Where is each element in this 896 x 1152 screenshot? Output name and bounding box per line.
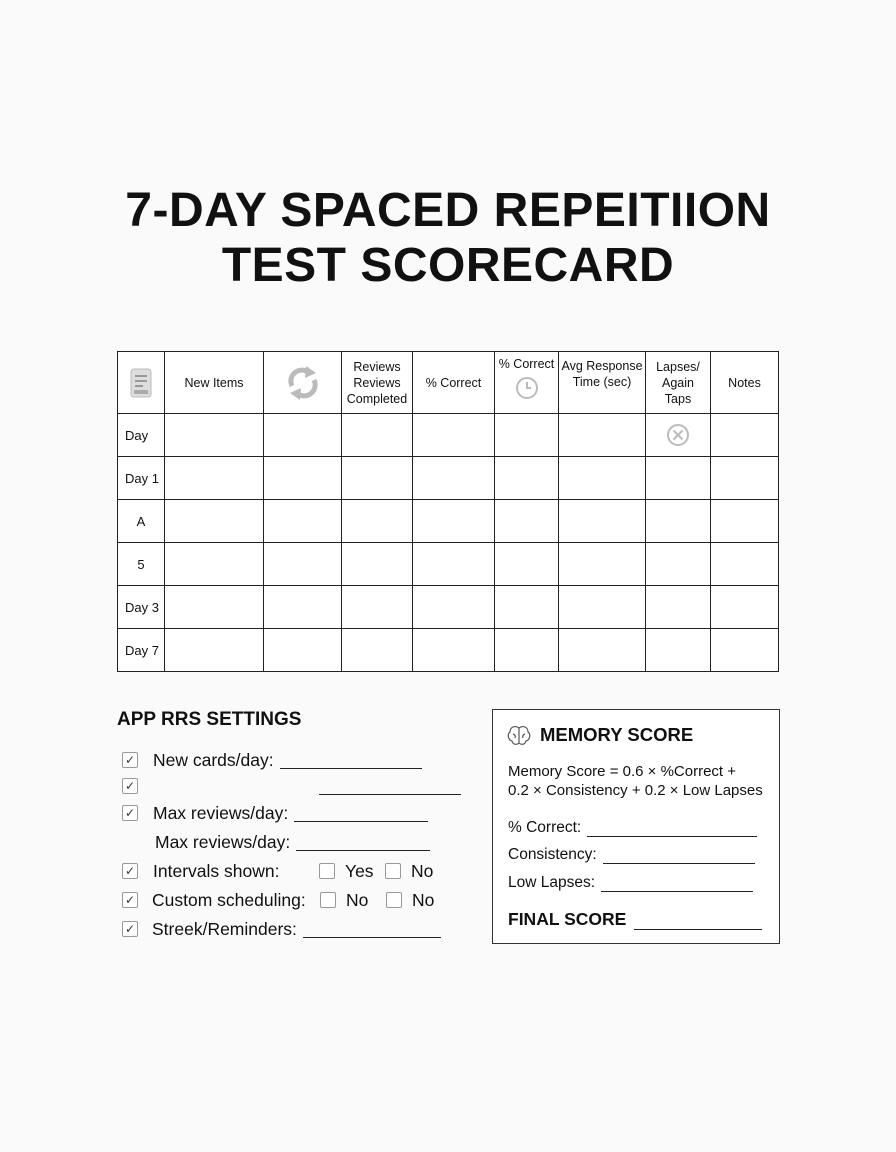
table-cell[interactable] bbox=[646, 629, 711, 672]
table-cell[interactable] bbox=[495, 586, 559, 629]
header-percent-correct-label: % Correct bbox=[498, 357, 555, 371]
table-cell[interactable] bbox=[165, 586, 264, 629]
final-score-label: FINAL SCORE bbox=[508, 909, 627, 929]
table-cell[interactable] bbox=[165, 457, 264, 500]
blank-line[interactable] bbox=[303, 921, 441, 938]
table-cell[interactable] bbox=[711, 586, 779, 629]
table-cell[interactable] bbox=[495, 500, 559, 543]
header-notes: Notes bbox=[711, 352, 779, 414]
table-cell[interactable] bbox=[495, 414, 559, 457]
setting-intervals-shown bbox=[122, 859, 433, 883]
table-cell[interactable] bbox=[165, 414, 264, 457]
field-low-lapses bbox=[508, 874, 753, 892]
checkbox-checked[interactable]: ✓ bbox=[122, 892, 138, 908]
table-cell[interactable] bbox=[413, 629, 495, 672]
field-consistency bbox=[508, 846, 755, 864]
blank-line[interactable] bbox=[603, 847, 755, 864]
table-row bbox=[118, 629, 779, 672]
table-row bbox=[118, 586, 779, 629]
table-cell[interactable] bbox=[559, 500, 646, 543]
table-cell[interactable] bbox=[342, 414, 413, 457]
header-percent-correct-timed bbox=[495, 352, 559, 414]
table-cell[interactable] bbox=[495, 457, 559, 500]
final-score bbox=[508, 909, 762, 930]
header-refresh-cell bbox=[264, 352, 342, 414]
table-cell[interactable] bbox=[711, 500, 779, 543]
table-cell[interactable] bbox=[646, 500, 711, 543]
table-cell[interactable] bbox=[711, 457, 779, 500]
table-row bbox=[118, 414, 779, 457]
row-label: Day 7 bbox=[118, 629, 165, 672]
header-new-items: New Items bbox=[165, 352, 264, 414]
checkbox-checked[interactable]: ✓ bbox=[122, 863, 138, 879]
table-cell[interactable] bbox=[711, 543, 779, 586]
field-label: Consistency: bbox=[508, 846, 597, 863]
blank-line[interactable] bbox=[587, 820, 757, 837]
header-lapses: Lapses/ Again Taps bbox=[646, 352, 711, 414]
setting-blank bbox=[122, 774, 461, 798]
table-cell[interactable] bbox=[646, 586, 711, 629]
table-cell[interactable] bbox=[559, 414, 646, 457]
settings-heading: APP RRS SETTINGS bbox=[117, 709, 302, 730]
table-cell[interactable] bbox=[495, 629, 559, 672]
option-label: No bbox=[411, 860, 434, 881]
option-label: Yes bbox=[345, 860, 374, 881]
field-label: % Correct: bbox=[508, 819, 582, 836]
table-cell[interactable] bbox=[413, 543, 495, 586]
header-icon-cell bbox=[118, 352, 165, 414]
checkbox-checked[interactable]: ✓ bbox=[122, 921, 138, 937]
page-title-line1: 7-DAY SPACED REPEITIION bbox=[125, 184, 771, 237]
scorecard-table bbox=[117, 351, 779, 672]
memory-score-heading: MEMORY SCORE bbox=[540, 724, 694, 745]
header-percent-correct: % Correct bbox=[413, 352, 495, 414]
checkbox-checked[interactable]: ✓ bbox=[122, 778, 138, 794]
table-cell[interactable] bbox=[559, 457, 646, 500]
setting-max-reviews bbox=[122, 801, 428, 825]
table-cell[interactable] bbox=[559, 586, 646, 629]
formula-line2: 0.2 × Consistency + 0.2 × Low Lapses bbox=[508, 782, 763, 799]
cancel-circle-icon bbox=[666, 423, 690, 447]
table-cell[interactable] bbox=[342, 457, 413, 500]
table-row bbox=[118, 500, 779, 543]
setting-new-cards bbox=[122, 748, 422, 772]
checkbox-checked[interactable]: ✓ bbox=[122, 805, 138, 821]
table-cell[interactable] bbox=[711, 629, 779, 672]
checkbox-no[interactable] bbox=[385, 863, 401, 879]
setting-streak-reminders bbox=[122, 917, 441, 941]
brain-icon bbox=[507, 725, 531, 747]
table-cell[interactable] bbox=[264, 414, 342, 457]
table-cell[interactable] bbox=[646, 414, 711, 457]
table-cell[interactable] bbox=[711, 414, 779, 457]
setting-label: New cards/day: bbox=[153, 749, 274, 770]
setting-label: Custom scheduling: bbox=[152, 889, 306, 910]
row-label: Day 3 bbox=[118, 586, 165, 629]
table-cell[interactable] bbox=[165, 543, 264, 586]
table-cell[interactable] bbox=[646, 457, 711, 500]
table-cell[interactable] bbox=[264, 543, 342, 586]
field-correct bbox=[508, 819, 757, 837]
table-cell[interactable] bbox=[559, 543, 646, 586]
table-cell[interactable] bbox=[342, 500, 413, 543]
blank-line[interactable] bbox=[601, 875, 753, 892]
table-cell[interactable] bbox=[264, 629, 342, 672]
table-cell[interactable] bbox=[165, 629, 264, 672]
setting-custom-scheduling bbox=[122, 888, 434, 912]
setting-max-reviews-2 bbox=[155, 830, 430, 854]
header-reviews-completed: Reviews Reviews Completed bbox=[342, 352, 413, 414]
refresh-icon bbox=[286, 364, 320, 402]
table-cell[interactable] bbox=[264, 586, 342, 629]
formula-line1: Memory Score = 0.6 × %Correct + bbox=[508, 763, 737, 780]
blank-line[interactable] bbox=[319, 778, 461, 795]
table-cell[interactable] bbox=[413, 586, 495, 629]
table-cell[interactable] bbox=[413, 414, 495, 457]
blank-line[interactable] bbox=[634, 913, 762, 930]
row-label: 5 bbox=[118, 543, 165, 586]
memory-score-box bbox=[492, 709, 780, 944]
clock-icon bbox=[515, 376, 539, 400]
table-cell[interactable] bbox=[342, 629, 413, 672]
table-cell[interactable] bbox=[495, 543, 559, 586]
row-label: Day bbox=[118, 414, 165, 457]
table-cell[interactable] bbox=[264, 500, 342, 543]
field-label: Low Lapses: bbox=[508, 874, 596, 891]
option-label: No bbox=[412, 889, 435, 910]
document-icon bbox=[130, 368, 152, 398]
header-avg-response-time: Avg Response Time (sec) bbox=[559, 352, 646, 414]
checkbox-yes[interactable] bbox=[319, 863, 335, 879]
page-title-line2: TEST SCORECARD bbox=[221, 239, 675, 292]
table-cell[interactable] bbox=[165, 500, 264, 543]
setting-label: Streek/Reminders: bbox=[152, 918, 297, 939]
option-label: No bbox=[346, 889, 369, 910]
row-label: Day 1 bbox=[118, 457, 165, 500]
table-row bbox=[118, 543, 779, 586]
table-cell[interactable] bbox=[413, 500, 495, 543]
table-header-row bbox=[118, 352, 779, 414]
setting-label: Max reviews/day: bbox=[153, 802, 289, 823]
row-label: A bbox=[118, 500, 165, 543]
checkbox-no-2[interactable] bbox=[386, 892, 402, 908]
blank-line[interactable] bbox=[294, 805, 428, 822]
table-cell[interactable] bbox=[559, 629, 646, 672]
setting-label: Intervals shown: bbox=[153, 860, 280, 881]
table-cell[interactable] bbox=[264, 457, 342, 500]
setting-label: Max reviews/day: bbox=[155, 831, 291, 852]
table-cell[interactable] bbox=[646, 543, 711, 586]
table-cell[interactable] bbox=[342, 586, 413, 629]
table-row bbox=[118, 457, 779, 500]
blank-line[interactable] bbox=[296, 834, 430, 851]
blank-line[interactable] bbox=[280, 752, 422, 769]
table-cell[interactable] bbox=[342, 543, 413, 586]
table-cell[interactable] bbox=[413, 457, 495, 500]
checkbox-no[interactable] bbox=[320, 892, 336, 908]
checkbox-checked[interactable]: ✓ bbox=[122, 752, 138, 768]
